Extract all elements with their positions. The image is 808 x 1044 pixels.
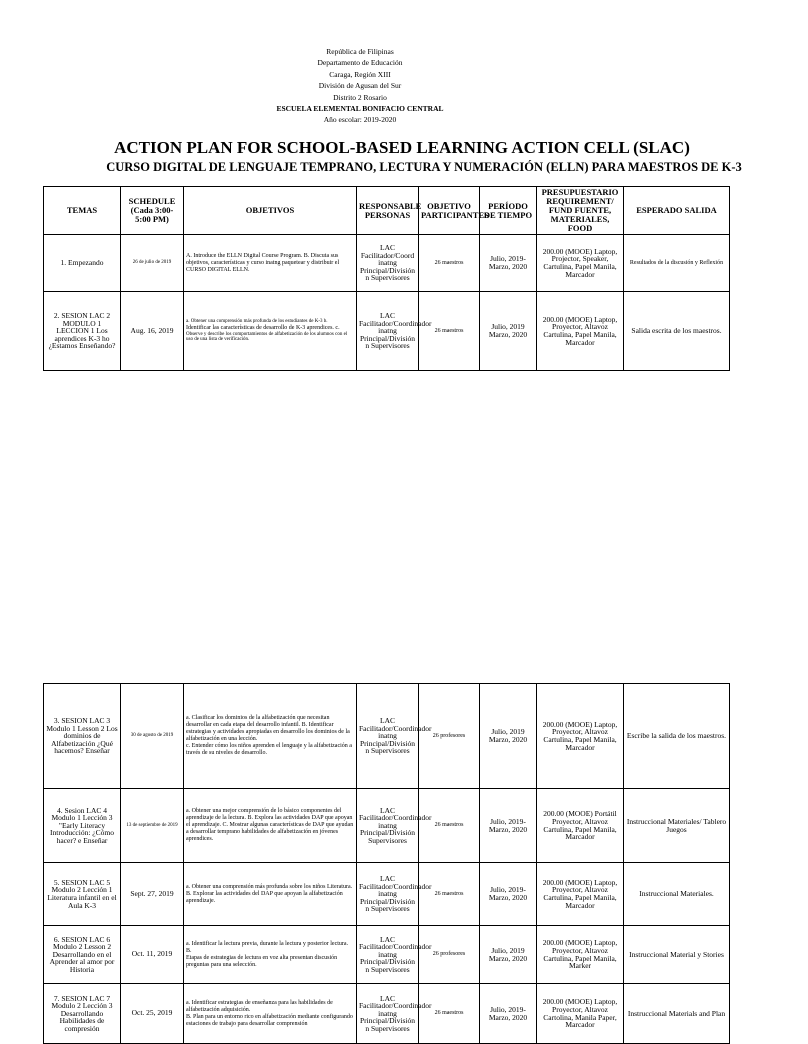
cell-participantes: 26 profesores <box>419 926 480 984</box>
objective-line: Observe y describe los comportamientos de alfabetización de los alumnos con el uso de una lista de verificación. <box>186 331 348 343</box>
cell-periodo: Julio, 2019 Marzo, 2020 <box>480 684 537 789</box>
cell-objetivos <box>184 292 357 371</box>
cell-objetivos <box>184 789 357 863</box>
table-header-row <box>44 187 730 235</box>
cell-participantes: 26 maestros <box>419 789 480 863</box>
cell-responsable: LAC Facilitador/Coordinador inatng Principal/División n Supervisores <box>357 684 419 789</box>
cell-schedule: 13 de septiembre de 2019 <box>121 789 184 863</box>
table-row <box>44 926 730 984</box>
cell-presupuesto: 200.00 (MOOE) Laptop, Proyector, Altavoz Cartolina, Manila Paper, Marcador <box>537 984 624 1044</box>
header-school: ESCUELA ELEMENTAL BONIFACIO CENTRAL <box>276 104 444 114</box>
table-row <box>44 292 730 371</box>
cell-periodo: Julio, 2019 Marzo, 2020 <box>480 926 537 984</box>
cell-schedule: 26 de julio de 2019 <box>121 235 184 292</box>
col-header-periodo: PERÍODO DE TIEMPO <box>480 187 537 235</box>
cell-schedule: Sept. 27, 2019 <box>121 863 184 926</box>
cell-esperado: Instruccional Materials and Plan <box>624 984 730 1044</box>
col-header-schedule: SCHEDULE (Cada 3:00-5:00 PM) <box>121 187 184 235</box>
objective-line: Etapas de estrategias de lectura en voz alta presentan discusión preguntas para una selección. <box>186 954 338 968</box>
col-header-temas: TEMAS <box>44 187 121 235</box>
action-plan-table-bottom <box>43 683 730 1044</box>
objective-line: A. Introduce the ELLN Digital Course Program. B. Discuta sus objetivos, características y curso inatng paquetear y distribuir el CURSO DIGITAL ELLN. <box>186 252 340 273</box>
cell-temas: 1. Empezando <box>44 235 121 292</box>
objective-line: a. Obtener una comprensión más profunda de los estudiantes de K-3 b. <box>186 318 328 324</box>
cell-temas: 7. SESION LAC 7 Modulo 2 Lección 3 Desarrollando Habilidades de compresión <box>44 984 121 1044</box>
cell-periodo: Julio, 2019 Marzo, 2020 <box>480 292 537 371</box>
cell-objetivos <box>184 926 357 984</box>
cell-schedule: Aug. 16, 2019 <box>121 292 184 371</box>
cell-presupuesto: 200.00 (MOOE) Laptop, Projector, Speaker, Cartulina, Papel Manila, Marcador <box>537 235 624 292</box>
header-republic: República de Filipinas <box>326 47 394 56</box>
cell-participantes: 26 profesores <box>419 684 480 789</box>
cell-participantes: 26 maestros <box>419 235 480 292</box>
document-header <box>250 46 470 126</box>
objective-line: B. Plan para un entorno rico en alfabetización mediante configurando estaciones de trabajo para desarrollar comprensión <box>186 1013 353 1027</box>
cell-objetivos <box>184 984 357 1044</box>
cell-responsable: LAC Facilitador/Coordinador inatng Principal/División n Supervisores <box>357 292 419 371</box>
objective-line: a. Identificar la lectura previa, durante la lectura y posterior lectura. B. <box>186 940 349 954</box>
cell-temas: 5. SESION LAC 5 Modulo 2 Lección 1 Literatura infantil en el Aula K-3 <box>44 863 121 926</box>
col-header-responsable: RESPONSABLE PERSONAS <box>357 187 419 235</box>
cell-temas: 2. SESION LAC 2 MODULO 1 LECCION 1 Los aprendices K-3 ho ¿Estamos Enseñando? <box>44 292 121 371</box>
cell-temas: 3. SESION LAC 3 Modulo 1 Lesson 2 Los dominios de Alfabetización ¿Qué hacemos? Enseñar <box>44 684 121 789</box>
table-row <box>44 684 730 789</box>
cell-schedule: Oct. 11, 2019 <box>121 926 184 984</box>
cell-esperado: Instruccional Materiales. <box>624 863 730 926</box>
cell-presupuesto: 200.00 (MOOE) Laptop, Proyector, Altavoz Cartulina, Papel Manila, Marcador <box>537 863 624 926</box>
page-subtitle: CURSO DIGITAL DE LENGUAJE TEMPRANO, LECTURA Y NUMERACIÓN (ELLN) PARA MAESTROS DE K-3 <box>106 160 742 174</box>
cell-esperado: Salida escrita de los maestros. <box>624 292 730 371</box>
cell-esperado: Resultados de la discusión y Reflexión <box>624 235 730 292</box>
cell-responsable: LAC Facilitador/Coordinador inatng Principal/División n Supervisores <box>357 984 419 1044</box>
cell-presupuesto: 200.00 (MOOE) Laptop, Proyector, Altavoz Cartulina, Papel Manila, Marker <box>537 926 624 984</box>
table-row <box>44 789 730 863</box>
cell-periodo: Julio, 2019-Marzo, 2020 <box>480 863 537 926</box>
cell-esperado: Instruccional Materiales/ Tablero Juegos <box>624 789 730 863</box>
cell-responsable: LAC Facilitador/Coordinador inatng Principal/División n Supervisores <box>357 863 419 926</box>
header-department: Departamento de Educación <box>317 58 403 68</box>
cell-periodo: Julio, 2019-Marzo, 2020 <box>480 984 537 1044</box>
table-row <box>44 235 730 292</box>
cell-schedule: Oct. 25, 2019 <box>121 984 184 1044</box>
header-district: Distrito 2 Rosario <box>333 92 387 102</box>
table-row <box>44 984 730 1044</box>
cell-presupuesto: 200.00 (MOOE) Laptop, Proyector, Altavoz Cartulina, Papel Manila, Marcador <box>537 292 624 371</box>
table-row <box>44 863 730 926</box>
cell-periodo: Julio, 2019-Marzo, 2020 <box>480 235 537 292</box>
col-header-objetivos: OBJETIVOS <box>184 187 357 235</box>
cell-presupuesto: 200.00 (MOOE) Portátil Proyector, Altavoz Cartulina, Papel Manila, Marcador <box>537 789 624 863</box>
header-region: Caraga, Región XIII <box>329 69 391 79</box>
cell-periodo: Julio, 2019-Marzo, 2020 <box>480 789 537 863</box>
cell-temas: 6. SESION LAC 6 Modulo 2 Lesson 2 Desarrollando en el Aprender al amor por Historia <box>44 926 121 984</box>
col-header-participantes: OBJETIVO PARTICIPANTES <box>419 187 480 235</box>
page-title: ACTION PLAN FOR SCHOOL-BASED LEARNING ACTION CELL (SLAC) <box>114 138 690 157</box>
cell-presupuesto: 200.00 (MOOE) Laptop, Proyector, Altavoz Cartulina, Papel Manila, Marcador <box>537 684 624 789</box>
cell-responsable: LAC Facilitador/Coordinador inatng Principal/División n Supervisores <box>357 926 419 984</box>
objective-line: a. Clasificar los dominios de la alfabetización que necesitan desarrollar en cada etapa del desarrollo infantil. B. Identificar estrategias y actividades apropiadas en desarrollo los dominios de la alfabetización en una lección. <box>186 715 350 742</box>
action-plan-table-top <box>43 186 730 371</box>
objective-line: a. Identificar estrategias de enseñanza para las habilidades de alfabetización adquisición. <box>186 999 333 1013</box>
cell-esperado: Escribe la salida de los maestros. <box>624 684 730 789</box>
cell-responsable: LAC Facilitador/Coord inatng Principal/División n Supervisores <box>357 235 419 292</box>
cell-objetivos <box>184 235 357 292</box>
cell-objetivos <box>184 684 357 789</box>
objective-line: a. Obtener una comprensión más profunda sobre los niños Literatura. <box>186 883 353 890</box>
cell-responsable: LAC Facilitador/Coordinador inatng Principal/División Supervisores <box>357 789 419 863</box>
cell-participantes: 26 maestros <box>419 984 480 1044</box>
cell-objetivos <box>184 863 357 926</box>
col-header-esperado: ESPERADO SALIDA <box>624 187 730 235</box>
cell-participantes: 26 maestros <box>419 292 480 371</box>
col-header-presupuesto: PRESUPUESTARIO REQUIREMENT/ FUND FUENTE, MATERIALES, FOOD <box>537 187 624 235</box>
cell-participantes: 26 maestros <box>419 863 480 926</box>
cell-schedule: 30 de agosto de 2019 <box>121 684 184 789</box>
header-division: División de Agusan del Sur <box>318 81 402 91</box>
objective-line: B. Explorar las actividades del DAP que apoyan la alfabetización aprendizaje. <box>186 890 343 904</box>
objective-line: a. Obtener una mejor comprensión de lo básico componentes del aprendizaje de la lectura. B. Explora las actividades DAP que apoyan el aprendizaje. C. Mostrar algunas características de DAP que ayudan a desarrollar temprano habilidades de alfabetización en jóvenes aprendices. <box>186 808 354 842</box>
cell-esperado: Instruccional Material y Stories <box>624 926 730 984</box>
objective-line: Identificar las características de desarrollo de K-3 aprendices. c. <box>186 324 340 331</box>
objective-line: c. Entender cómo los niños aprenden el lenguaje y la alfabetización a través de su niveles de desarrollo. <box>186 743 352 756</box>
header-school-year: Año escolar: 2019-2020 <box>323 115 397 125</box>
cell-temas: 4. Sesion LAC 4 Modulo 1 Lección 3 "Early Literacy Introducción: ¿Cómo hacer? e Enseñar <box>44 789 121 863</box>
